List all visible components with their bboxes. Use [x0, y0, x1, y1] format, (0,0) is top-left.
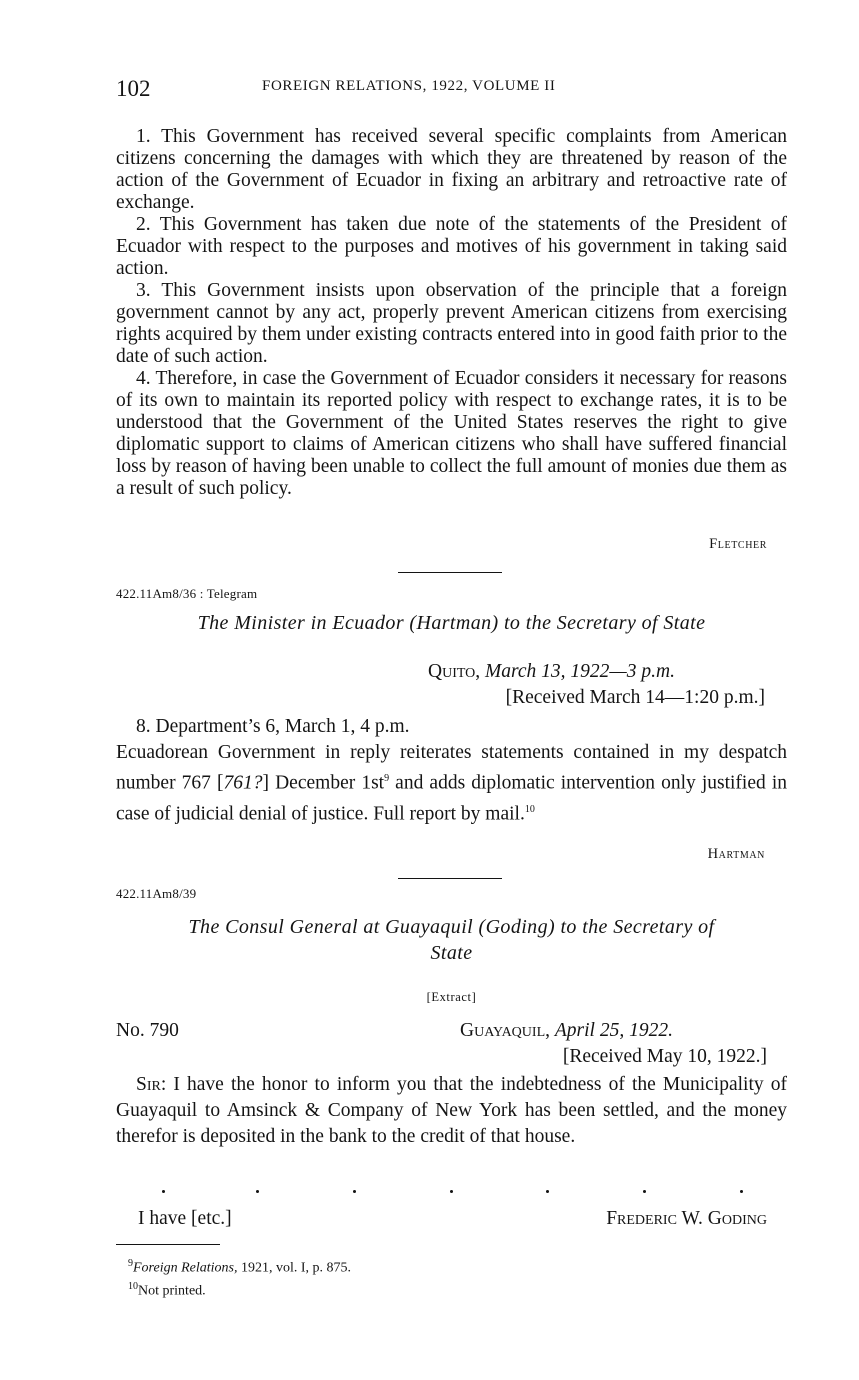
running-head: FOREIGN RELATIONS, 1922, VOLUME II — [262, 78, 556, 94]
despatch-text — [116, 1072, 787, 1150]
despatch-body — [116, 1072, 787, 1150]
document-heading: The Minister in Ecuador (Hartman) to the Secretary of State — [197, 612, 706, 634]
dateline-date: April 25, 1922. — [554, 1020, 673, 1041]
received-line: [Received March 14—1:20 p.m.] — [505, 687, 765, 708]
telegram-body — [116, 714, 787, 827]
document-heading — [116, 914, 787, 966]
salutation: Sir: — [136, 1074, 167, 1095]
signature-goding: Frederic W. Goding — [606, 1208, 767, 1229]
dot — [450, 1190, 453, 1193]
dot — [740, 1190, 743, 1193]
file-number: 422.11Am8/36 : Telegram — [116, 586, 258, 601]
page-number: 102 — [116, 76, 151, 101]
section-divider — [398, 572, 502, 573]
omission-dots — [0, 1190, 859, 1194]
telegram-text — [116, 740, 787, 827]
telegram-text-b: 761? — [223, 772, 263, 794]
dateline-place: Quito, — [428, 661, 481, 682]
footnote-ref: 10 — [524, 803, 535, 815]
paragraph-2: 2. This Government has taken due note of the statements of the President of Ecuador with respect to the purposes and motives of his government in taking said action. — [116, 214, 787, 279]
footnote-mark: 10 — [128, 1280, 138, 1292]
telegram-text-a: Ecuadorean Government in reply reiterates statements contained in my despatch number 767 [ — [116, 742, 787, 794]
dateline — [460, 1020, 673, 1042]
signature-hartman: Hartman — [707, 846, 765, 862]
paragraph-3: 3. This Government insists upon observation of the principle that a foreign government cannot by any act, properly prevent American citizens from exercising rights acquired by them under existing contracts entered into in good faith prior to the date of such action. — [116, 280, 787, 367]
numbered-paragraphs — [116, 126, 787, 500]
footnote-9 — [128, 1255, 351, 1278]
footnote-title: Foreign Relations, — [133, 1260, 238, 1276]
file-number: 422.11Am8/39 — [116, 886, 197, 901]
dot — [353, 1190, 356, 1193]
telegram-text-c: ] December 1st — [262, 772, 385, 794]
telegram-text-d: and adds diplomatic intervention only justified in case of judicial denial of justice. Full report by mail. — [116, 772, 788, 824]
document-heading-line-2: State — [430, 942, 473, 964]
extract-label: [Extract] — [426, 990, 477, 1004]
despatch-number: No. 790 — [116, 1020, 179, 1041]
telegram-line-1: 8. Department’s 6, March 1, 4 p.m. — [136, 716, 410, 737]
paragraph-4: 4. Therefore, in case the Government of Ecuador considers it necessary for reasons of its own to maintain its reported policy with respect to exchange rates, it is to be understood that the Government of the United States reserves the right to give diplomatic support to claims of American citizens who shall have suffered financial loss by reason of having been unable to collect the full amount of monies due them as a result of such policy. — [116, 368, 787, 499]
paragraph-1: 1. This Government has received several specific complaints from American citizens concerning the damages with which they are threatened by reason of the action of the Government of Ecuador in fixing an arbitrary and retroactive rate of exchange. — [116, 126, 787, 213]
footnote-ref: 9 — [384, 773, 390, 784]
footnote-text: 1921, vol. I, p. 875. — [237, 1260, 352, 1276]
dot — [162, 1190, 165, 1193]
dot — [256, 1190, 259, 1193]
dateline — [428, 661, 675, 683]
closing: I have [etc.] — [138, 1208, 232, 1229]
dateline-date: March 13, 1922—3 p.m. — [485, 661, 675, 682]
footnote-mark: 9 — [128, 1258, 133, 1269]
section-divider — [398, 878, 502, 879]
signature-fletcher: Fletcher — [709, 536, 767, 552]
dot — [643, 1190, 646, 1193]
footnote-rule — [116, 1244, 220, 1245]
dot — [546, 1190, 549, 1193]
despatch-text-body: I have the honor to inform you that the indebtedness of the Municipality of Guayaquil to Amsinck & Company of New York has been settled, and the money therefor is deposited in the bank to the credit of that house. — [116, 1074, 787, 1147]
document-heading-line-1: The Consul General at Guayaquil (Goding) to the Secretary of — [188, 916, 715, 938]
received-line: [Received May 10, 1922.] — [562, 1046, 767, 1067]
footnote-10 — [128, 1278, 351, 1301]
dateline-place: Guayaquil, — [460, 1020, 550, 1041]
footnote-text: Not printed. — [138, 1283, 206, 1299]
footnotes — [128, 1255, 351, 1300]
